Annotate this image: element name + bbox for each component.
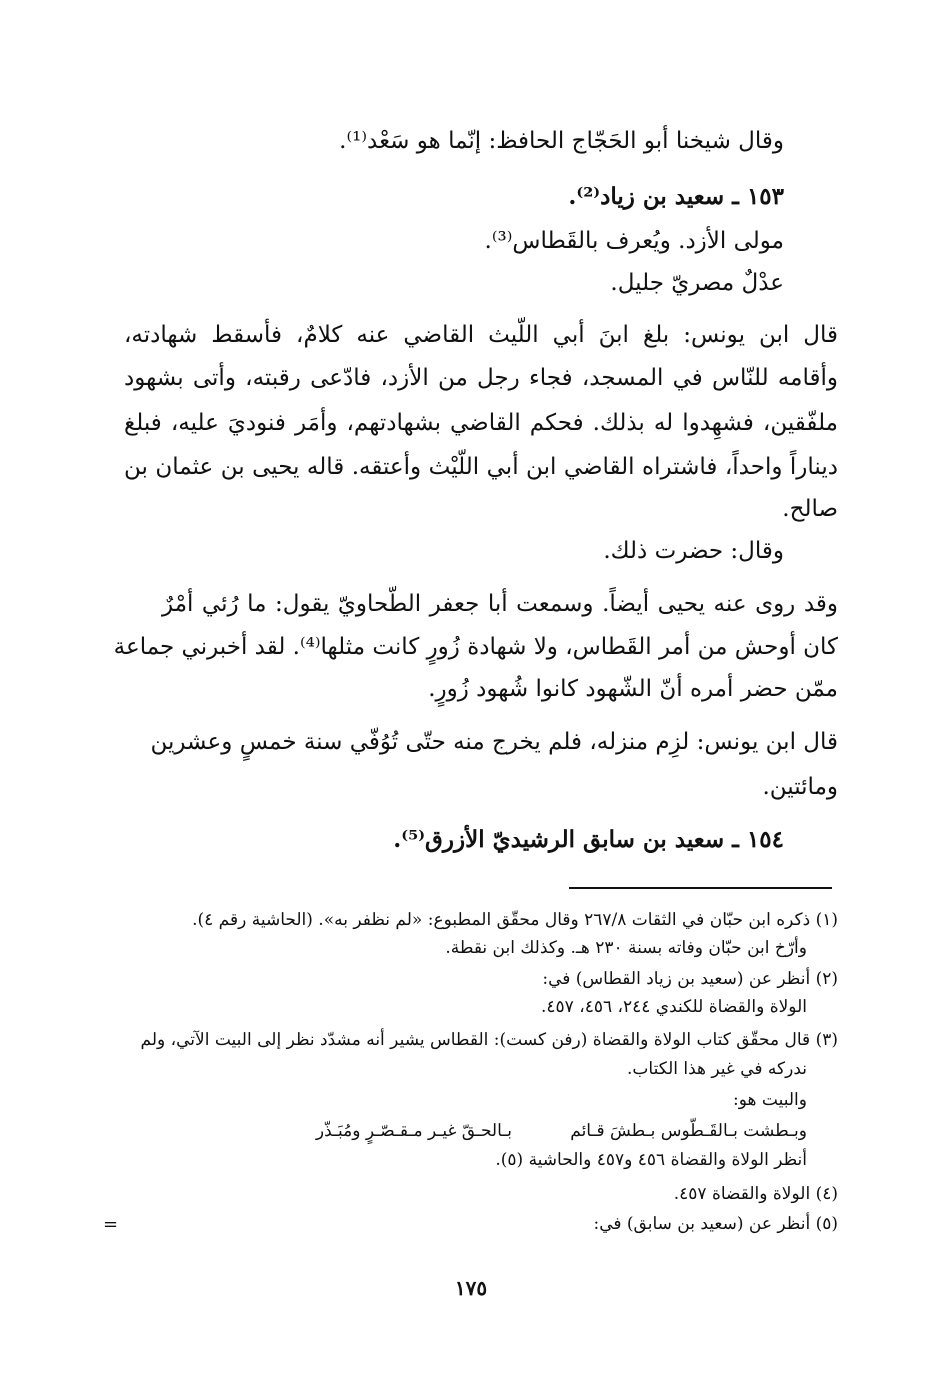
text-line: عدْلٌ مصريّ جليل. xyxy=(610,270,784,296)
text-line: كان أوحش من أمر القَطاس، ولا شهادة زُورٍ كانت مثلها⁽⁴⁾. لقد أخبرني جماعة xyxy=(113,634,838,660)
footnote-line: أنظر الولاة والقضاة ٤٥٦ و٤٥٧ والحاشية (٥). xyxy=(495,1150,807,1170)
text-line: وقال شيخنا أبو الحَجّاج الحافظ: إنّما هو سَعْد⁽¹⁾. xyxy=(339,128,784,154)
footnote-line: ندركه في غير هذا الكتاب. xyxy=(626,1059,807,1079)
text-line: ملفّقين، فشهِدوا له بذلك. فحكم القاضي بشهادتهم، وأمَر فنوديَ عليه، فبلغ xyxy=(124,410,838,436)
text-line: ممّن حضر أمره أنّ الشّهود كانوا شُهود زُورٍ. xyxy=(428,676,838,702)
footnote-line: وأرّخ ابن حبّان وفاته بسنة ٢٣٠ هـ. وكذلك ابن نقطة. xyxy=(445,938,807,958)
continuation-mark: = xyxy=(103,1214,119,1235)
footnote-3: (٣) قال محقّق كتاب الولاة والقضاة (رفن كست): القطاس يشير أنه مشدّد نظر إلى البيت الآتي، ولم xyxy=(140,1030,838,1050)
verse-hemistich-1: وبـطشت بـالقَـطّوس بـطشَ قـائم xyxy=(570,1121,807,1141)
footnote-4: (٤) الولاة والقضاة ٤٥٧. xyxy=(673,1184,838,1204)
text-line: ديناراً واحداً، فاشتراه القاضي ابن أبي اللّيْث وأعتقه. قاله يحيى بن عثمان بن xyxy=(124,454,838,480)
text-line: وقال: حضرت ذلك. xyxy=(603,538,784,564)
text-line: قال ابن يونس: لزِم منزله، فلم يخرج منه حتّى تُوُفّي سنة خمسٍ وعشرين xyxy=(150,729,838,755)
text-line: ومائتين. xyxy=(762,774,838,800)
entry-heading-153: ١٥٣ ـ سعيد بن زياد⁽²⁾. xyxy=(568,183,784,210)
text-line: صالح. xyxy=(782,496,838,522)
text-line: قال ابن يونس: بلغ ابنَ أبي اللّيث القاضي عنه كلامٌ، فأسقط شهادته، xyxy=(124,322,838,348)
page-number: ١٧٥ xyxy=(454,1276,488,1300)
footnote-2: (٢) أنظر عن (سعيد بن زياد القطاس) في: xyxy=(542,969,838,989)
footnote-separator xyxy=(569,887,832,889)
entry-heading-154: ١٥٤ ـ سعيد بن سابق الرشيديّ الأزرق⁽⁵⁾. xyxy=(393,826,784,853)
text-line: وأقامه للنّاس في المسجد، فجاء رجل من الأزد، فادّعى رقبته، وأتى بشهود xyxy=(124,365,838,391)
footnote-line: والبيت هو: xyxy=(733,1090,807,1110)
text-line: وقد روى عنه يحيى أيضاً. وسمعت أبا جعفر الطّحاويّ يقول: ما رُئي أمْرٌ xyxy=(162,591,838,617)
footnote-line: الولاة والقضاة للكندي ٢٤٤، ٤٥٦، ٤٥٧. xyxy=(540,997,807,1017)
text-line: مولى الأزد. ويُعرف بالقَطاس⁽³⁾. xyxy=(484,228,784,254)
footnote-5: (٥) أنظر عن (سعيد بن سابق) في: xyxy=(593,1214,838,1234)
footnote-1: (١) ذكره ابن حبّان في الثقات ٢٦٧/٨ وقال محقّق المطبوع: «لم نظفر به». (الحاشية رقم ٤). xyxy=(192,910,838,930)
verse-hemistich-2: بـالحـقّ غيـر مـقـصّـرٍ ومُبَـذّر xyxy=(315,1121,512,1141)
